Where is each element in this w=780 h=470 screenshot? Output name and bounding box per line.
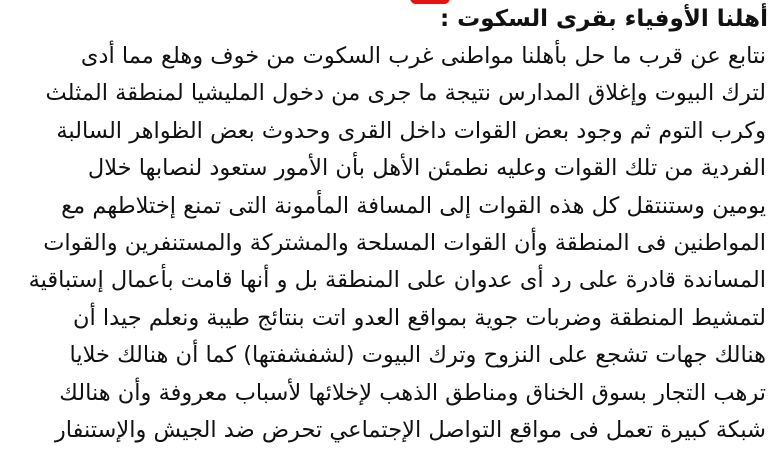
text-line: نتابع عن قرب ما حل بأهلنا مواطنى غرب السكوت من خوف وهلع مما أدى [80,43,766,69]
text-line: لتمشيط المنطقة وضربات جوية بمواقع العدو اتت بنتائج طيبة ونعلم جيدا أن [73,304,766,331]
text-line: هنالك جهات تشجع على النزوح وترك البيوت (لشفشفتها) كما أن هنالك خلايا [69,342,766,369]
text-line: شبكة كبيرة تعمل فى مواقع التواصل الإجتماعي تحرض ضد الجيش والإستنفار [54,416,766,443]
document-heading: أهلنا الأوفياء بقرى السكوت : [439,6,768,32]
text-line: ترهب التجار بسوق الخناق ومناطق الذهب لإخلائها لأسباب معروفة وأن هنالك [59,379,766,406]
text-line: يومين وستنتقل كل هذه القوات إلى المسافة المأمونة التى تمنع إختلاطهم مع [61,192,766,219]
document-body [14,38,766,449]
text-line: المواطنين فى المنطقة وأن القوات المسلحة والمشتركة والمستنفرين والقوات [43,229,766,256]
text-line: لترك البيوت وإغلاق المدارس نتيجة ما جرى من دخول المليشيا لمنطقة المثلث [45,80,766,107]
text-line: وكرب التوم ثم وجود بعض القوات داخل القرى وحدوث بعض الظواهر السالبة [56,117,766,144]
text-line: الفردية من تلك القوات وعليه نطمئن الأهل بأن الأمور ستعود لنصابها خلال [87,155,766,182]
text-line: المساندة قادرة على رد أى عدوان على المنطقة بل و أنها قامت بأعمال إستباقية [28,267,766,294]
